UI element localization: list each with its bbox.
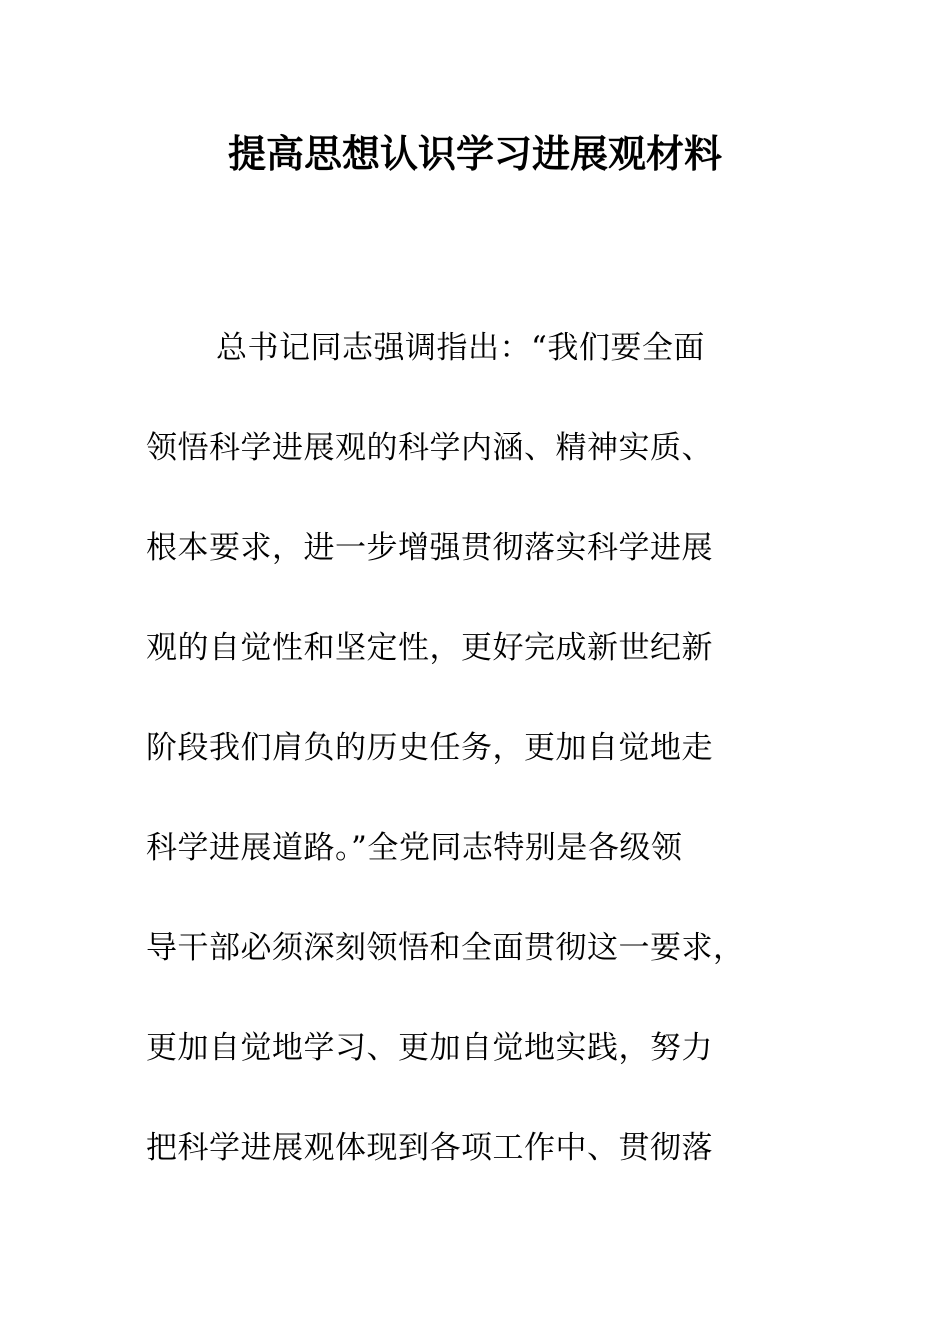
paragraph-line: 领悟科学进展观的科学内涵、精神实质、 xyxy=(146,430,713,466)
paragraph-line: 观的自觉性和坚定性，更好完成新世纪新 xyxy=(146,630,713,666)
paragraph-line: 根本要求，进一步增强贯彻落实科学进展 xyxy=(146,530,713,566)
paragraph-line: 阶段我们肩负的历史任务，更加自觉地走 xyxy=(146,730,713,766)
paragraph-line: 总书记同志强调指出：“我们要全面 xyxy=(216,330,705,366)
paragraph-line: 更加自觉地学习、更加自觉地实践，努力 xyxy=(146,1030,713,1066)
paragraph-line: 把科学进展观体现到各项工作中、贯彻落 xyxy=(146,1130,713,1166)
paragraph-line: 科学进展道路。”全党同志特别是各级领 xyxy=(146,830,683,866)
document-body xyxy=(146,298,806,1198)
document-title: 提高思想认识学习进展观材料 xyxy=(227,131,722,176)
paragraph-line: 导干部必须深刻领悟和全面贯彻这一要求， xyxy=(146,930,745,966)
